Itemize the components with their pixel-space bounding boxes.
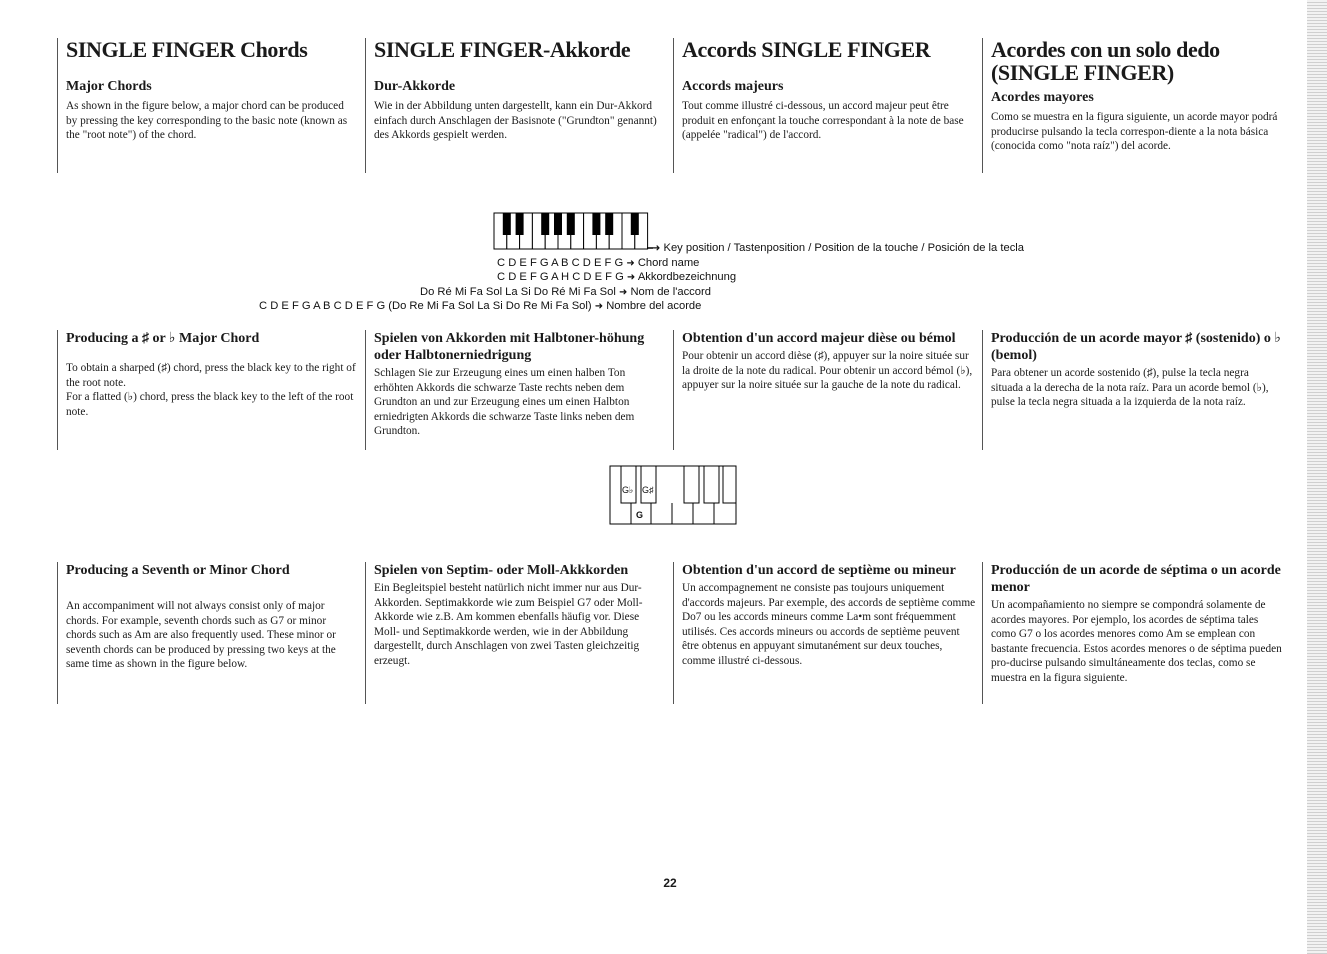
column-spanish	[982, 38, 1282, 173]
column-french	[673, 38, 976, 173]
column-french-sharp-flat	[673, 330, 976, 450]
arrow-icon: ➜	[594, 301, 604, 312]
white-key-label: G	[636, 510, 644, 520]
section-heading: Obtention d'un accord majeur dièse ou bémol	[682, 331, 956, 346]
section-title: Acordes con un solo dedo (SINGLE FINGER)	[991, 37, 1220, 85]
chord-row-label: Nombre del acorde	[606, 300, 702, 312]
section-body: Como se muestra en la figura siguiente, un acorde mayor podrá producirse pulsando la tecla correspon-diente a la nota básica (conocida como "nota raíz") del acorde.	[991, 111, 1278, 153]
section-heading: Producing a ♯ or ♭ Major Chord	[66, 331, 260, 346]
section-body: Para obtener un acorde sostenido (♯), pulse la tecla negra situada a la derecha de la nota raíz. Para un acorde bemol (♭), pulse la tecla negra situada a la izquierda de la nota raíz.	[991, 367, 1269, 409]
section-subtitle: Dur-Akkorde	[374, 79, 456, 94]
chord-notes: C D E F G A B C D E F G (Do Re Mi Fa Sol La Si Do Re Mi Fa Sol)	[259, 300, 592, 312]
page-number: 22	[663, 876, 677, 890]
section-title: SINGLE FINGER Chords	[66, 37, 308, 62]
column-german-seventh	[365, 562, 665, 704]
section-subtitle: Acordes mayores	[991, 90, 1094, 105]
black-key	[592, 213, 600, 235]
section-body: Schlagen Sie zur Erzeugung eines um einen halben Ton erhöhten Akkords die schwarze Taste rechts neben dem Grundton an und zur Erzeugung eines um einen Halbton erniedrigten Akkords die schwarze Taste links neben dem Grundton.	[374, 367, 635, 438]
chord-row-en	[497, 257, 699, 269]
section-heading: Producing a Seventh or Minor Chord	[66, 563, 290, 578]
chord-row-de	[497, 271, 736, 283]
black-key	[516, 213, 524, 235]
section-body: Un accompagnement ne consiste pas toujours uniquement d'accords majeurs. Par exemple, des accords de septième comme Do7 ou les accords mineurs comme La•m sont fréquemment utilisés. Ces accords mineurs ou accords de septième peuvent être obtenus en appuyant simutanément sur deux touches, comme illustré ci-dessous.	[682, 582, 976, 667]
chord-row-es	[259, 300, 701, 312]
section-heading: Spielen von Akkorden mit Halbtoner-höhung oder Halbtonerniedrigung	[374, 331, 645, 363]
column-english-seventh	[57, 562, 357, 704]
arrow-icon: ➜	[626, 258, 635, 269]
section-body: As shown in the figure below, a major chord can be produced by pressing the key corresponding to the basic note (known as the "root note") of the chord.	[66, 100, 348, 142]
black-key	[605, 213, 613, 235]
key-position-label: Key position / Tastenposition / Position de la touche / Posición de la tecla	[663, 242, 1025, 254]
chord-notes: Do Ré Mi Fa Sol La Si Do Ré Mi Fa Sol	[420, 286, 616, 298]
chord-row-label: Nom de l'accord	[630, 286, 711, 298]
section-body: To obtain a sharped (♯) chord, press the black key to the right of the root note. For a flatted (♭) chord, press the black key to the left of the root note.	[66, 362, 356, 418]
section-heading: Producción de un acorde de séptima o un acorde menor	[991, 563, 1281, 595]
section-body: An accompaniment will not always consist only of major chords. For example, seventh chords such as G7 or minor chords such as Am are also frequently used. These minor or seventh chords can be produced by pressing two keys at the same time as shown in the figure below.	[66, 600, 336, 671]
arrow-icon: ➜	[626, 272, 636, 283]
chord-row-fr	[420, 286, 711, 298]
black-key	[503, 213, 511, 235]
key-position-row	[652, 242, 1024, 254]
chord-notes: C D E F G A B C D E F G	[497, 257, 624, 269]
column-french-seventh	[673, 562, 976, 704]
column-english-sharp-flat	[57, 330, 357, 450]
section-subtitle: Major Chords	[66, 79, 152, 94]
column-english	[57, 38, 357, 173]
chord-row-label: Akkordbezeichnung	[637, 271, 737, 283]
section-body: Pour obtenir un accord dièse (♯), appuyer sur la noire située sur la droite de la note du radical. Pour obtenir un accord bémol (♭), appuyer sur la noire située sur la gauche de la note du radical.	[682, 350, 973, 392]
chord-row-label: Chord name	[637, 257, 700, 269]
page-edge-texture	[1307, 0, 1327, 954]
black-key	[541, 213, 549, 235]
section-subtitle: Accords majeurs	[682, 79, 784, 94]
section-heading: Spielen von Septim- oder Moll-Akkkorden	[374, 563, 629, 578]
arrow-icon: ➜	[652, 243, 661, 254]
black-key-label: G♭	[622, 485, 634, 495]
chord-notes: C D E F G A H C D E F G	[497, 271, 624, 283]
keyboard-diagram	[493, 212, 653, 252]
section-heading: Producción de un acorde mayor ♯ (sostenido) o ♭ (bemol)	[991, 331, 1281, 363]
column-german	[365, 38, 665, 173]
black-key	[631, 213, 639, 235]
black-key	[554, 213, 562, 235]
section-heading: Obtention d'un accord de septième ou mineur	[682, 563, 956, 578]
column-german-sharp-flat	[365, 330, 665, 450]
section-title: SINGLE FINGER-Akkorde	[374, 37, 631, 62]
section-body: Tout comme illustré ci-dessous, un accord majeur peut être produit en enfonçant la touche correspondant à la note de base (appelée "radical") de l'accord.	[682, 100, 964, 142]
seventh-keyboard-diagram	[609, 465, 739, 525]
section-title: Accords SINGLE FINGER	[682, 37, 931, 62]
section-body: Wie in der Abbildung unten dargestellt, kann ein Dur-Akkord einfach durch Anschlagen der Basisnote ("Grundton" genannt) des Akkords gespielt werden.	[374, 100, 657, 142]
black-key-label: G♯	[642, 485, 654, 495]
section-body: Un acompañamiento no siempre se compondrá solamente de acordes mayores. Por ejemplo, los acordes de séptima tales como G7 o los acordes menores como Am se emplean con bastante frecuencia. Estos acordes menores o de séptima pueden pro-ducirse pulsando simultáneamente dos teclas, como se muestra en la figura siguiente.	[991, 599, 1282, 684]
section-body: Ein Begleitspiel besteht natürlich nicht immer nur aus Dur-Akkorden. Septimakkorde wie zum Beispiel G7 oder Moll-Akkorde wie z.B. Am kommen ebenfalls häufig vor. Diese Moll- und Septimakkorde werden, wie in der Abbildung dargestellt, durch Anschlagen von zwei Tasten gleichzeitig erzeugt.	[374, 582, 643, 667]
column-spanish-sharp-flat	[982, 330, 1282, 450]
column-spanish-seventh	[982, 562, 1282, 704]
black-key	[567, 213, 575, 235]
arrow-icon: ➜	[618, 287, 628, 298]
